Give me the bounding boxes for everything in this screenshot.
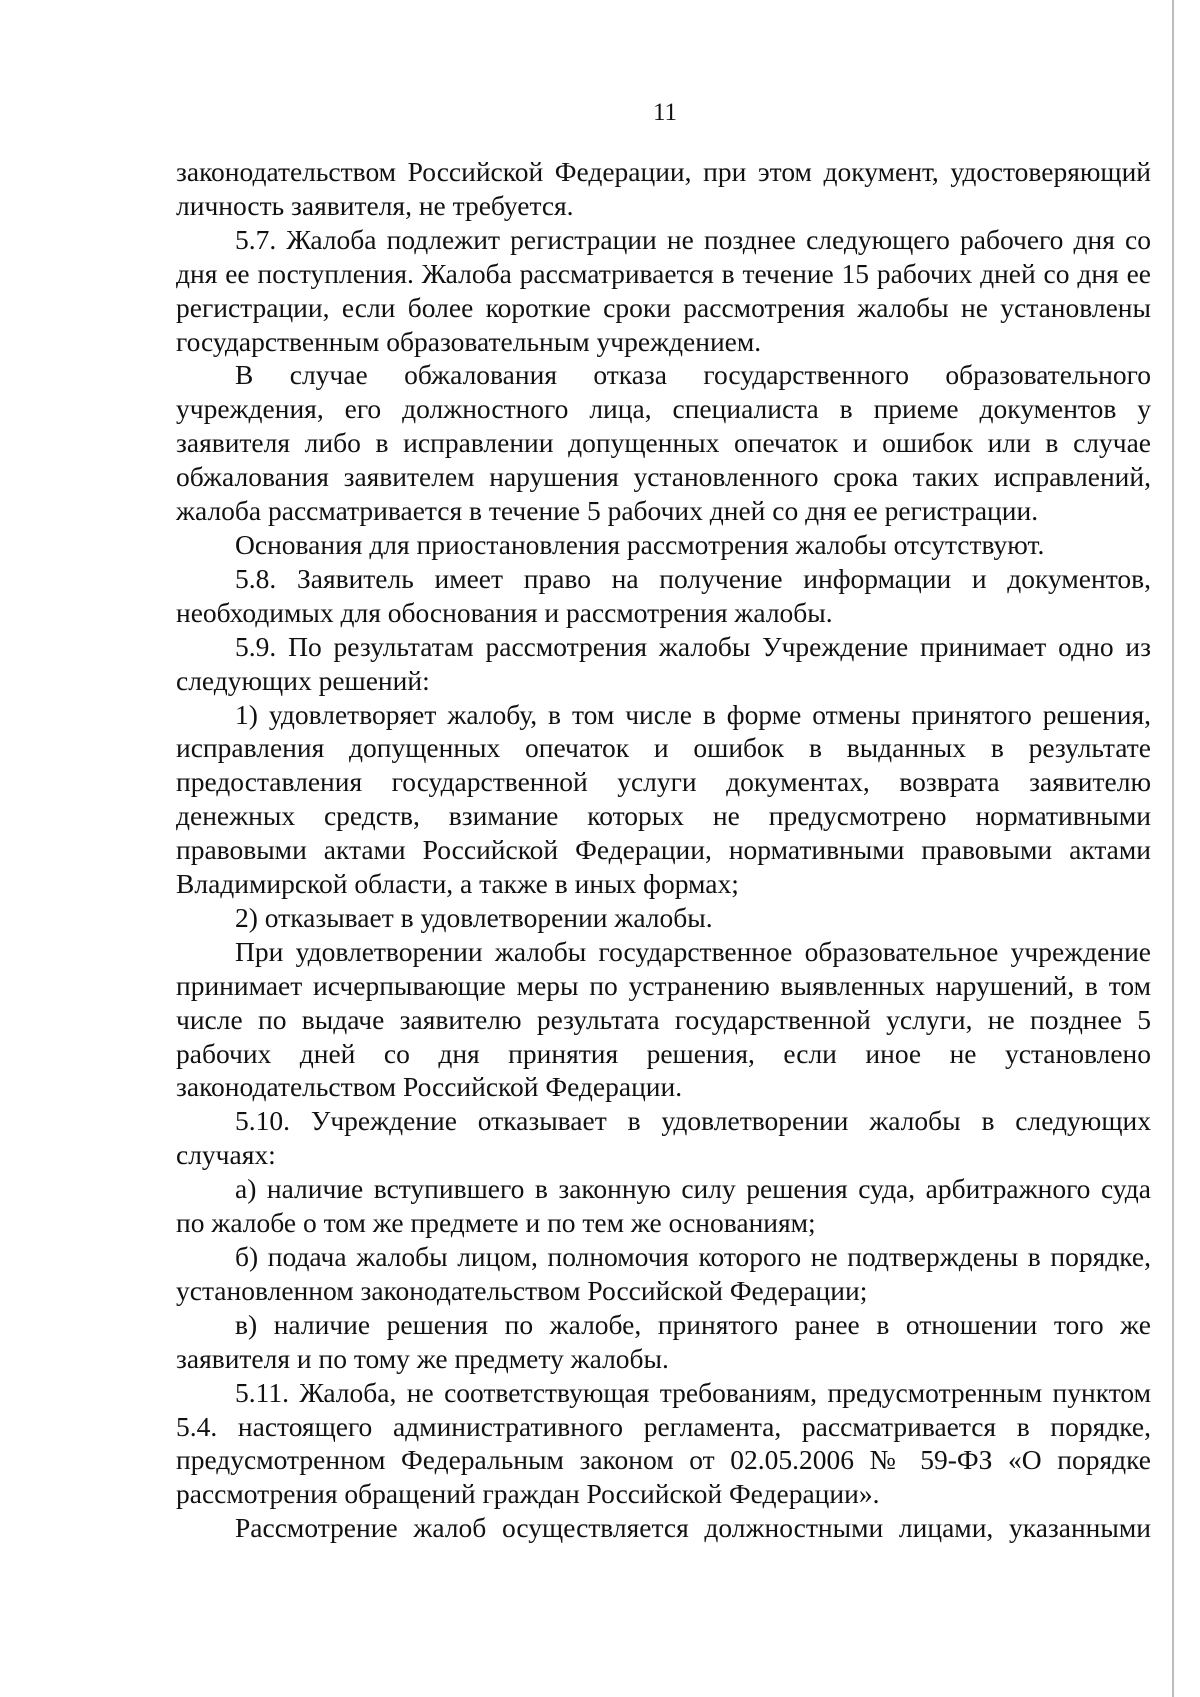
- page-number: 11: [652, 99, 678, 126]
- paragraph-satisfaction-measures: При удовлетворении жалобы государственное образовательное учреждение принимает исчерпывающие меры по устранению выявленных нарушений, в том числе по выдаче заявителю результата государственной услуги, не позднее 5 рабочих дней со дня принятия решения, если иное не установлено законодательством Российской Федерации.: [176, 935, 1151, 1103]
- paragraph-no-suspension: Основания для приостановления рассмотрения жалобы отсутствуют.: [235, 528, 1045, 560]
- list-item-b: б) подача жалобы лицом, полномочия которого не подтверждены в порядке, установленном законодательством Российской Федерации;: [176, 1241, 1151, 1306]
- paragraph-5-7: 5.7. Жалоба подлежит регистрации не позднее следующего рабочего дня со дня ее поступления. Жалоба рассматривается в течение 15 рабочих дней со дня ее регистрации, если более короткие сроки рассмотрения жалобы не установлены государственным образовательным учреждением.: [176, 223, 1151, 357]
- document-body: [176, 155, 1151, 1545]
- list-item-1: 1) удовлетворяет жалобу, в том числе в форме отмены принятого решения, исправления допущенных опечаток и ошибок в выданных в результате предоставления государственной услуги документах, возврата заявителю денежных средств, взимание которых не предусмотрено нормативными правовыми актами Российской Федерации, нормативными правовыми актами Владимирской области, а также в иных формах;: [176, 698, 1151, 900]
- list-item-v: в) наличие решения по жалобе, принятого ранее в отношении того же заявителя и по тому же предмету жалобы.: [176, 1308, 1151, 1374]
- page-edge-line: [1172, 0, 1174, 1697]
- paragraph-5-9: 5.9. По результатам рассмотрения жалобы Учреждение принимает одно из следующих решений:: [176, 630, 1151, 696]
- list-item-2: 2) отказывает в удовлетворении жалобы.: [235, 901, 713, 933]
- paragraph-review-officials: Рассмотрение жалоб осуществляется должностными лицами, указанными: [235, 1512, 1151, 1544]
- list-item-a: а) наличие вступившего в законную силу решения суда, арбитражного суда по жалобе о том же предмете и по тем же основаниям;: [176, 1173, 1151, 1239]
- paragraph-5-11: 5.11. Жалоба, не соответствующая требованиям, предусмотренным пунктом 5.4. настоящего административного регламента, рассматривается в порядке, предусмотренном Федеральным законом от 02.05.2006 № 59-ФЗ «О порядке рассмотрения обращений граждан Российской Федерации».: [176, 1376, 1151, 1510]
- paragraph-5-8: 5.8. Заявитель имеет право на получение информации и документов, необходимых для обоснования и рассмотрения жалобы.: [176, 562, 1151, 628]
- paragraph-appeal-refusal: В случае обжалования отказа государственного образовательного учреждения, его должностного лица, специалиста в приеме документов у заявителя либо в исправлении допущенных опечаток и ошибок или в случае обжалования заявителем нарушения установленного срока таких исправлений, жалоба рассматривается в течение 5 рабочих дней со дня ее регистрации.: [176, 359, 1151, 527]
- paragraph-continuation: законодательством Российской Федерации, при этом документ, удостоверяющий личность заявителя, не требуется.: [176, 156, 1151, 221]
- paragraph-5-10: 5.10. Учреждение отказывает в удовлетворении жалобы в следующих случаях:: [176, 1105, 1151, 1171]
